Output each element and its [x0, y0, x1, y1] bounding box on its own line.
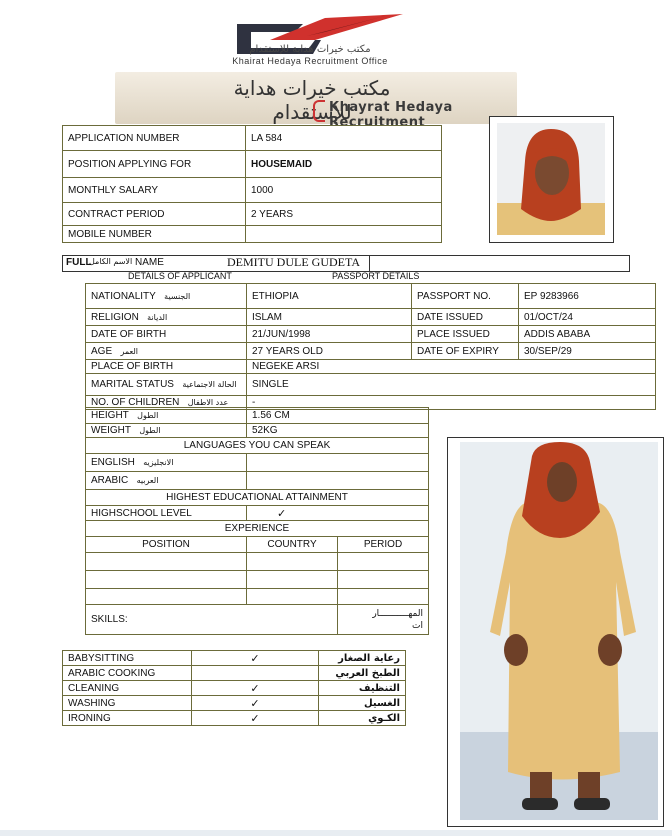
skills-heading: SKILLS:: [86, 605, 338, 635]
skill-washing-label: WASHING: [63, 696, 192, 711]
fullname-row: [62, 255, 630, 272]
skill-babysitting-label: BABYSITTING: [63, 651, 192, 666]
experience-cell: [247, 571, 338, 589]
skill-washing-ar: الغسيل: [319, 696, 406, 711]
contract-label: CONTRACT PERIOD: [63, 203, 246, 226]
applicant-portrait-photo: [489, 116, 614, 243]
weight-value: 52KG: [247, 424, 429, 438]
age-label: AGE العمر: [86, 343, 247, 360]
banner-english-title: Khayrat Hedaya Recruitment: [329, 100, 453, 130]
language-english-level: [247, 454, 429, 472]
experience-cell: [338, 553, 429, 571]
languages-heading: LANGUAGES YOU CAN SPEAK: [86, 438, 429, 454]
logo-english-text: Khairat Hedaya Recruitment Office: [232, 56, 388, 66]
bottom-edge: [0, 830, 672, 836]
mobile-label: MOBILE NUMBER: [63, 226, 246, 243]
fullname-label-name: NAME: [135, 257, 164, 268]
experience-table: [85, 536, 429, 635]
dob-value: 21/JUN/1998: [247, 326, 412, 343]
languages-table: [85, 437, 429, 537]
body-measure-table: [85, 407, 429, 438]
skill-cleaning-check: ✓: [192, 681, 319, 696]
skill-ironing-label: IRONING: [63, 711, 192, 726]
skill-arabic-cooking-label: ARABIC COOKING: [63, 666, 192, 681]
skill-arabic-cooking-ar: الطبخ العربي: [319, 666, 406, 681]
company-banner: [115, 72, 517, 130]
experience-cell: [86, 589, 247, 605]
date-issued-value: 01/OCT/24: [519, 309, 656, 326]
experience-cell: [247, 589, 338, 605]
skills-table: [62, 650, 406, 726]
mobile-value: [246, 226, 442, 243]
skill-babysitting-ar: رعاية الصغار: [319, 651, 406, 666]
height-label: HEIGHT الطول: [86, 408, 247, 424]
pob-value: NEGEKE ARSI: [247, 360, 656, 374]
experience-heading: EXPERIENCE: [86, 521, 429, 537]
skill-cleaning-label: CLEANING: [63, 681, 192, 696]
skill-arabic-cooking-check: [192, 666, 319, 681]
religion-value: ISLAM: [247, 309, 412, 326]
expiry-value: 30/SEP/29: [519, 343, 656, 360]
experience-cell: [338, 589, 429, 605]
religion-label: RELIGION الديانة: [86, 309, 247, 326]
application-table: [62, 125, 442, 243]
height-value: 1.56 CM: [247, 408, 429, 424]
experience-cell: [86, 571, 247, 589]
banner-logo-mark: [313, 100, 325, 122]
contract-value: 2 YEARS: [246, 203, 442, 226]
company-logo: [175, 10, 445, 68]
position-value: HOUSEMAID: [246, 151, 442, 178]
details-table: [85, 283, 656, 410]
pob-label: PLACE OF BIRTH: [86, 360, 247, 374]
banner-arabic-title: مكتب خيرات هداية للإستقدام: [233, 76, 391, 124]
passport-number-value: EP 9283966: [519, 284, 656, 309]
skill-ironing-check: ✓: [192, 711, 319, 726]
app-number-value: LA 584: [246, 126, 442, 151]
dob-label: DATE OF BIRTH: [86, 326, 247, 343]
fullname-label-ar: الاسم الكامل: [89, 257, 133, 266]
experience-cell: [247, 553, 338, 571]
nationality-value: ETHIOPIA: [247, 284, 412, 309]
marital-label: MARITAL STATUS الحالة الاجتماعية: [86, 374, 247, 396]
education-check: ✓: [247, 506, 429, 521]
children-value: -: [247, 396, 656, 410]
language-english: ENGLISH الانجليزيه: [86, 454, 247, 472]
passport-number-label: PASSPORT NO.: [412, 284, 519, 309]
date-issued-label: DATE ISSUED: [412, 309, 519, 326]
fullname-value: DEMITU DULE GUDETA: [227, 255, 361, 269]
skill-ironing-ar: الكـوي: [319, 711, 406, 726]
position-label: POSITION APPLYING FOR: [63, 151, 246, 178]
weight-label: WEIGHT الطول: [86, 424, 247, 438]
app-number-label: APPLICATION NUMBER: [63, 126, 246, 151]
skill-babysitting-check: ✓: [192, 651, 319, 666]
applicant-details-heading: DETAILS OF APPLICANT: [128, 271, 232, 281]
fullname-label-en: FULL: [66, 257, 92, 268]
marital-value: SINGLE: [247, 374, 656, 396]
skill-washing-check: ✓: [192, 696, 319, 711]
education-level: HIGHSCHOOL LEVEL: [86, 506, 247, 521]
skill-cleaning-ar: التنظيف: [319, 681, 406, 696]
age-value: 27 YEARS OLD: [247, 343, 412, 360]
experience-col-period: PERIOD: [338, 537, 429, 553]
children-label: NO. OF CHILDREN عدد الاطفال: [86, 396, 247, 410]
experience-col-country: COUNTRY: [247, 537, 338, 553]
logo-arabic-text: مكتب خيرات هداية للإستقدام: [249, 44, 371, 55]
experience-col-position: POSITION: [86, 537, 247, 553]
nationality-label: NATIONALITY الجنسية: [86, 284, 247, 309]
education-heading: HIGHEST EDUCATIONAL ATTAINMENT: [86, 490, 429, 506]
skills-heading-ar: المهـــــــــــار ات: [338, 605, 429, 635]
language-arabic: ARABIC العربيه: [86, 472, 247, 490]
salary-label: MONTHLY SALARY: [63, 178, 246, 203]
passport-details-heading: PASSPORT DETAILS: [332, 271, 420, 281]
language-arabic-level: [247, 472, 429, 490]
place-issued-value: ADDIS ABABA: [519, 326, 656, 343]
place-issued-label: PLACE ISSUED: [412, 326, 519, 343]
experience-cell: [86, 553, 247, 571]
salary-value: 1000: [246, 178, 442, 203]
experience-cell: [338, 571, 429, 589]
applicant-full-body-photo: [447, 437, 664, 827]
expiry-label: DATE OF EXPIRY: [412, 343, 519, 360]
